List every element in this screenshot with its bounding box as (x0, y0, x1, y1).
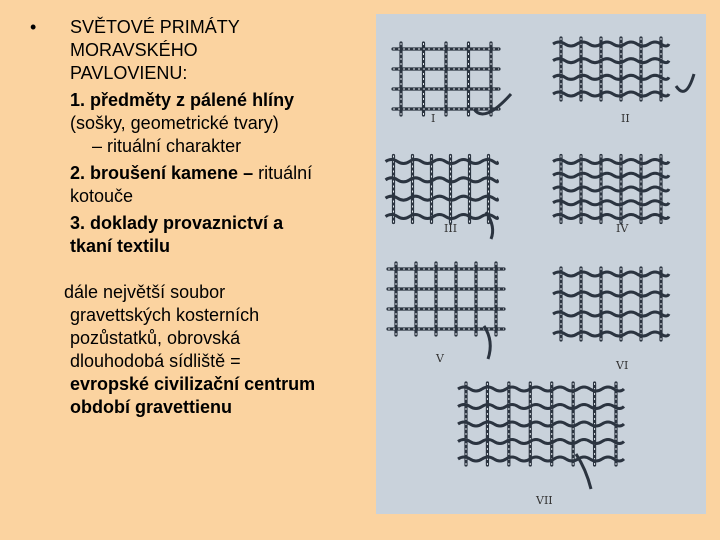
weft-7-3 (458, 440, 624, 444)
weft-2-1 (553, 59, 669, 63)
item-3-line-1: 3. doklady provaznictví a (70, 213, 284, 233)
textile-weave-figure (376, 14, 706, 514)
weft-6-0 (553, 272, 669, 276)
paragraph-line-1: dále největší soubor (64, 282, 226, 302)
weave-patterns-illustration (376, 14, 706, 514)
weft-4-0 (553, 160, 669, 164)
weft-3-0 (386, 160, 498, 164)
paragraph-line-3: pozůstatků, obrovská (70, 328, 241, 348)
weft-4-2 (553, 187, 669, 191)
weft-4-3 (553, 201, 669, 205)
weft-4-4 (553, 215, 669, 219)
heading-line-3: PAVLOVIENU: (70, 63, 188, 83)
weft-2-3 (553, 92, 669, 96)
figure-label-7: VII (536, 494, 553, 507)
item-1-detail-2: – rituální charakter (92, 136, 242, 156)
weft-6-2 (553, 312, 669, 316)
paragraph-line-4: dlouhodobá sídliště = (70, 351, 241, 371)
item-2-line-2: kotouče (70, 186, 134, 206)
figure-label-4: IV (616, 222, 629, 235)
weft-7-2 (458, 422, 624, 426)
weft-2-2 (553, 75, 669, 79)
weft-6-3 (553, 332, 669, 336)
weft-3-1 (386, 178, 498, 182)
bullet-glyph: • (30, 17, 37, 37)
item-3-line-2: tkaní textilu (70, 236, 171, 256)
paragraph-line-5: evropské civilizační centrum (70, 374, 316, 394)
heading-line-2: MORAVSKÉHO (70, 40, 198, 60)
figure-label-3: III (444, 222, 458, 235)
paragraph-line-6: období gravettienu (70, 397, 232, 417)
figure-label-2: II (621, 112, 630, 125)
slide-text (30, 16, 360, 419)
weft-7-0 (458, 387, 624, 391)
weft-3-2 (386, 196, 498, 200)
paragraph-line-2: gravettských kosterních (70, 305, 260, 325)
weft-6-1 (553, 292, 669, 296)
figure-label-6: VI (616, 359, 629, 372)
figure-label-1: I (431, 112, 436, 125)
item-1-detail: (sošky, geometrické tvary) (70, 113, 279, 133)
item-2-line-1: 2. broušení kamene – rituální (70, 163, 313, 183)
figure-label-5: V (436, 352, 444, 365)
weft-7-1 (458, 405, 624, 409)
weft-2-0 (553, 42, 669, 46)
heading-line-1: SVĚTOVÉ PRIMÁTY (70, 17, 240, 37)
weft-7-4 (458, 457, 624, 461)
cord-tail-4 (484, 326, 490, 359)
weft-4-1 (553, 173, 669, 177)
item-1-title: 1. předměty z pálené hlíny (70, 90, 295, 110)
cord-tail-2 (676, 74, 694, 91)
weft-3-3 (386, 215, 498, 219)
bullet-item (30, 16, 360, 419)
